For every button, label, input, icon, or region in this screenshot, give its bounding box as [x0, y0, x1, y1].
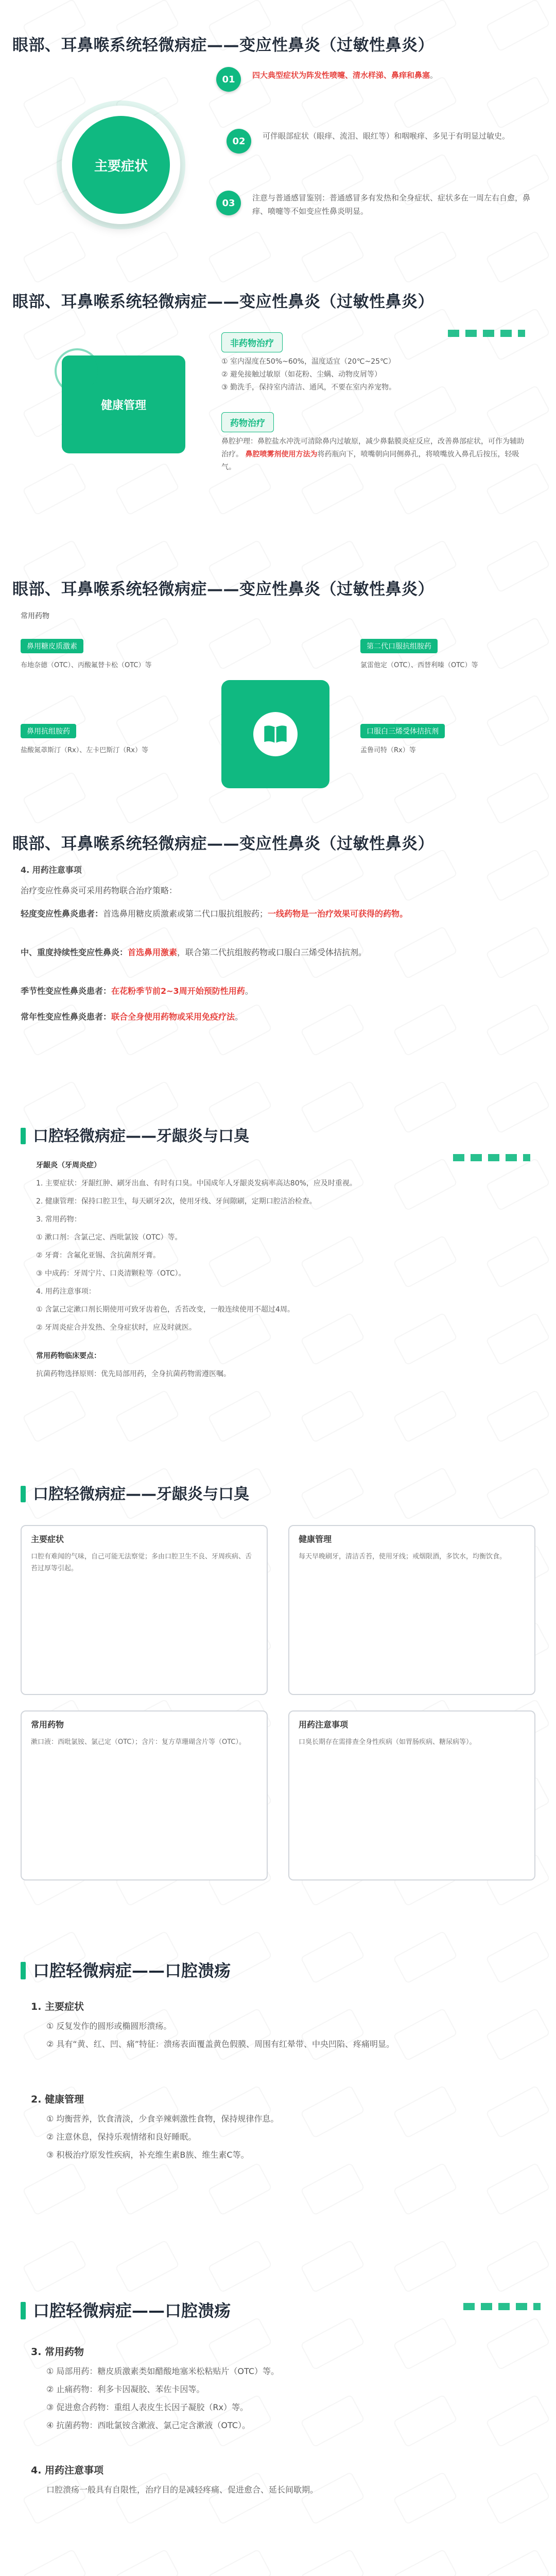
ulcer-b1-2: ② 具有“黄、红、凹、痛”特征：溃疡表面覆盖黄色假膜、周围有红晕带、中央凹陷、疼痛明显。: [46, 2039, 395, 2049]
ulcer-h1: 1. 主要症状: [31, 2001, 84, 2012]
panel-symptoms-text: 口腔有难闻的气味，自己可能无法察觉；多由口腔卫生不良、牙周疾病、舌苔过厚等引起。: [31, 1553, 252, 1573]
col-oral-antihist: 氯雷他定（OTC）、西替利嗪（OTC）等: [360, 662, 478, 669]
ulcer-b3-4: ④ 抗菌药物：西吡氯铵含漱液、氯己定含漱液（OTC）。: [46, 2420, 251, 2430]
panel-notes-text: 口臭长期存在需排查全身性疾病（如胃肠疾病、糖尿病等）。: [299, 1738, 476, 1746]
s4-intro: 治疗变应性鼻炎可采用药物联合治疗策略：: [21, 886, 178, 895]
s5-sub1: 牙龈炎（牙周炎症）: [36, 1161, 101, 1170]
s5-line-6: ③ 中成药：牙周宁片、口炎清颗粒等（OTC）。: [36, 1269, 186, 1278]
ulcer-h2: 2. 健康管理: [31, 2094, 84, 2105]
ulcer-b2-3: ③ 积极治疗原发性疾病，补充维生素B族、维生素C等。: [46, 2150, 249, 2160]
section-title-1: 眼部、耳鼻喉系统轻微病症——变应性鼻炎（过敏性鼻炎）: [12, 36, 434, 55]
ulcer-b1-1: ① 反复发作的圆形或椭圆形溃疡。: [46, 2021, 172, 2031]
section-title-5: 口腔轻微病症——牙龈炎与口臭: [21, 1123, 249, 1146]
tag-nasal-antihist: 鼻用抗组胺药: [21, 724, 76, 738]
pharm-header: 药物治疗: [221, 412, 274, 432]
tag-leukotriene: 口服白三烯受体拮抗剂: [360, 724, 445, 738]
col-leukotriene: 孟鲁司特（Rx）等: [360, 747, 416, 754]
symptom-circle: [62, 106, 180, 224]
symptom-circle-label: 主要症状: [72, 116, 170, 214]
symptom-item-1: 四大典型症状为阵发性喷嚏、清水样涕、鼻痒和鼻塞。: [252, 71, 438, 80]
panel-drugs-title: 常用药物: [31, 1720, 64, 1730]
health-management-box: 健康管理: [62, 355, 185, 453]
badge-01: 01: [216, 67, 241, 92]
ulcer-b2-2: ② 注意休息，保持乐观情绪和良好睡眠。: [46, 2132, 197, 2142]
section-title-6: 口腔轻微病症——牙龈炎与口臭: [21, 1481, 249, 1504]
s5-sub2: 常用药物临床要点：: [36, 1352, 101, 1360]
s5-line-5: ② 牙膏：含氟化亚锡、含抗菌剂牙膏。: [36, 1251, 160, 1260]
ulcer-b2-1: ① 均衡营养，饮食清淡，少食辛辣刺激性食物，保持规律作息。: [46, 2114, 279, 2124]
s5-line-4: ① 漱口剂：含氯己定、西吡氯铵（OTC）等。: [36, 1233, 182, 1242]
s4-item-1: 轻度变应性鼻炎患者：首选鼻用糖皮质激素或第二代口服抗组胺药；一线药物是一治疗效果可获得的药物。: [21, 909, 408, 919]
s5-line-1: 1. 主要症状：牙龈红肿、刷牙出血、有时有口臭。中国成年人牙龈炎发病率高达80%，应及时重视。: [36, 1179, 357, 1188]
s4-item-3: 季节性变应性鼻炎患者：在花粉季节前2~3周开始预防性用药。: [21, 986, 253, 996]
s4-item-4: 常年性变应性鼻炎患者：联合全身使用药物或采用免疫疗法。: [21, 1012, 244, 1022]
badge-03: 03: [216, 191, 241, 215]
s5-line-7: 4. 用药注意事项：: [36, 1287, 96, 1296]
panel-notes-title: 用药注意事项: [299, 1720, 349, 1730]
col-nasal-antihist: 盐酸氮䓬斯汀（Rx）、左卡巴斯汀（Rx）等: [21, 747, 148, 754]
pharm-text: 鼻腔护理：鼻腔盐水冲洗可清除鼻内过敏原，减少鼻黏膜炎症反应，改善鼻部症状，可作为辅助治疗。 鼻腔喷雾剂使用方法为将药瓶向下，喷嘴朝向同侧鼻孔，将喷嘴放入鼻孔后按压，轻吸气。: [221, 437, 524, 472]
ulcer-b3-3: ③ 促进愈合药物：重组人表皮生长因子凝胶（Rx）等。: [46, 2402, 249, 2412]
tag-oral-antihist: 第二代口服抗组胺药: [360, 639, 438, 653]
s5-line-3: 3. 常用药物：: [36, 1215, 81, 1224]
panel-health-title: 健康管理: [299, 1534, 332, 1544]
panel-drugs-text: 漱口液：西吡氯铵、氯己定（OTC）；含片：复方草珊瑚含片等（OTC）。: [31, 1738, 246, 1746]
section-title-2: 眼部、耳鼻喉系统轻微病症——变应性鼻炎（过敏性鼻炎）: [12, 293, 434, 311]
ulcer-b4-1: 口腔溃疡一般具有自限性，治疗目的是减轻疼痛、促进愈合、延长间歇期。: [46, 2485, 319, 2495]
ulcer-b3-2: ② 止痛药物：利多卡因凝胶、苯佐卡因等。: [46, 2384, 205, 2394]
symptom-item-2: 可伴眼部症状（眼痒、流泪、眼红等）和咽喉痒、多见于有明显过敏史。: [263, 131, 510, 141]
nonpharm-header: 非药物治疗: [221, 332, 283, 352]
s5-line-last: 抗菌药物选择原则：优先局部用药，全身抗菌药物需遵医嘱。: [36, 1370, 231, 1378]
section-title-8: 口腔轻微病症——口腔溃疡: [21, 2298, 231, 2321]
decor-dash: [448, 330, 525, 337]
drug-center-card: [221, 680, 329, 788]
decor-dash: [453, 1154, 530, 1161]
book-icon: [253, 712, 298, 756]
s5-line-8: ① 含氯己定漱口剂长期使用可致牙齿着色，舌苔改变，一般连续使用不超过4周。: [36, 1306, 294, 1314]
s5-line-2: 2. 健康管理：保持口腔卫生，每天刷牙2次，使用牙线、牙间隙刷，定期口腔洁治检查。: [36, 1197, 317, 1206]
ulcer-h4: 4. 用药注意事项: [31, 2465, 104, 2476]
section-title-4: 眼部、耳鼻喉系统轻微病症——变应性鼻炎（过敏性鼻炎）: [12, 835, 434, 853]
panel-symptoms-title: 主要症状: [31, 1534, 64, 1544]
tag-nasal-steroid: 鼻用糖皮质激素: [21, 639, 83, 653]
ulcer-b3-1: ① 局部用药：糖皮质激素类如醋酸地塞米松粘贴片（OTC）等。: [46, 2366, 280, 2376]
section-title-7: 口腔轻微病症——口腔溃疡: [21, 1958, 231, 1981]
col-nasal-steroid: 布地奈德（OTC）、丙酸氟替卡松（OTC）等: [21, 662, 152, 669]
ulcer-h3: 3. 常用药物: [31, 2346, 84, 2358]
panel-health-text: 每天早晚刷牙，清洁舌苔，使用牙线；戒烟限酒，多饮水，均衡饮食。: [299, 1553, 507, 1561]
badge-02: 02: [227, 129, 251, 154]
nonpharm-list: ① 室内湿度在50%~60%，温度适宜（20℃~25℃） ② 避免接触过敏原（如花粉、尘螨、动物皮屑等） ③ 勤洗手，保持室内清洁、通风，不要在室内养宠物。: [221, 358, 396, 392]
section-title-3: 眼部、耳鼻喉系统轻微病症——变应性鼻炎（过敏性鼻炎）: [12, 580, 434, 599]
s4-head: 4. 用药注意事项: [21, 865, 82, 875]
common-drugs-label: 常用药物: [21, 612, 49, 620]
s4-item-2: 中、重度持续性变应性鼻炎：首选鼻用激素，联合第二代抗组胺药物或口服白三烯受体拮抗剂。: [21, 947, 367, 957]
s5-line-9: ② 牙周炎症合并发热、全身症状时，应及时就医。: [36, 1324, 196, 1332]
decor-dash: [463, 2303, 541, 2310]
symptom-item-3: 注意与普通感冒鉴别：普通感冒多有发热和全身症状、症状多在一周左右自愈，鼻痒、喷嚏等不如变应性鼻炎明显。: [252, 193, 531, 216]
